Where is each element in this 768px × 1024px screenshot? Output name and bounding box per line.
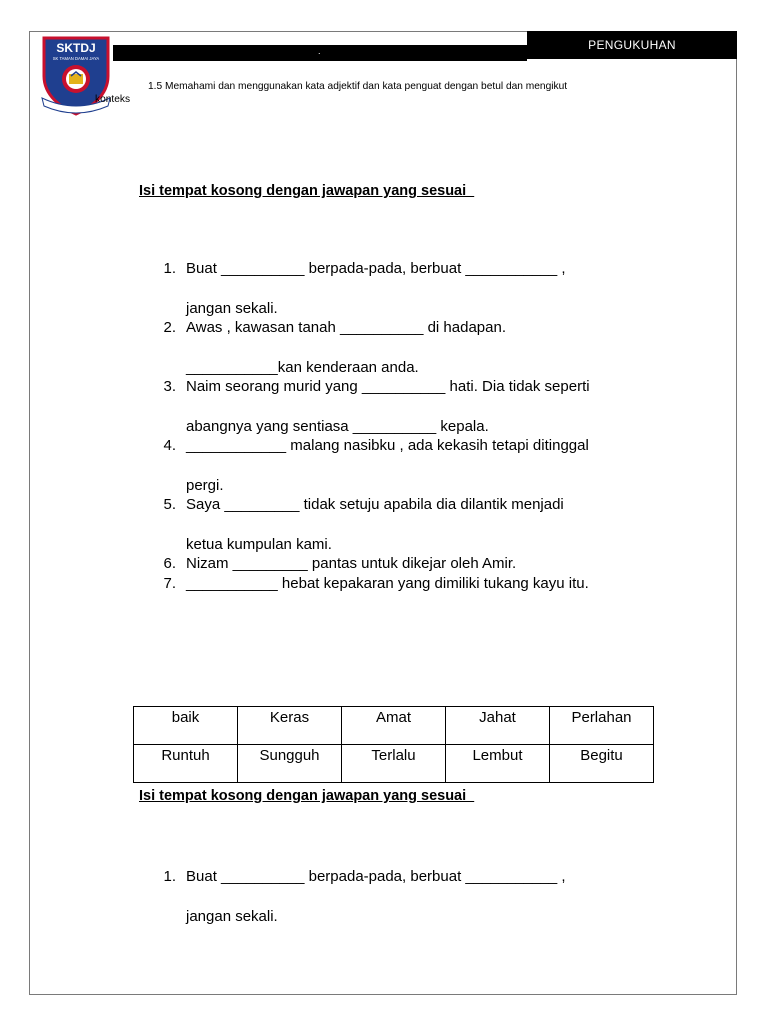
question-text: ____________ malang nasibku , ada kekasih tetapi ditinggal xyxy=(186,437,589,454)
word-cell: Lembut xyxy=(446,745,550,783)
question-text: Buat __________ berpada-pada, berbuat ___________ , xyxy=(186,868,566,885)
question-item xyxy=(150,377,710,436)
question-item xyxy=(150,867,710,926)
question-item xyxy=(150,259,710,318)
word-bank-table xyxy=(133,706,654,783)
word-cell: Terlalu xyxy=(342,745,446,783)
question-number: 1. xyxy=(163,260,176,277)
section-title-2: Isi tempat kosong dengan jawapan yang sesuai xyxy=(139,788,475,804)
question-text-cont: jangan sekali. xyxy=(186,907,278,925)
word-cell: Jahat xyxy=(446,707,550,745)
section-title: Isi tempat kosong dengan jawapan yang sesuai xyxy=(139,183,475,199)
learning-objective: 1.5 Memahami dan menggunakan kata adjektif dan kata penguat dengan betul dan mengikut xyxy=(148,81,568,92)
word-cell: Runtuh xyxy=(134,745,238,783)
question-item xyxy=(150,318,710,377)
word-cell: Perlahan xyxy=(550,707,654,745)
question-list-2 xyxy=(150,867,710,926)
question-text: Saya _________ tidak setuju apabila dia dilantik menjadi xyxy=(186,496,564,513)
question-text: Awas , kawasan tanah __________ di hadapan. xyxy=(186,319,506,336)
question-text-cont: ___________kan kenderaan anda. xyxy=(186,358,419,376)
header-bar-dot: . xyxy=(318,46,321,56)
word-cell: Begitu xyxy=(550,745,654,783)
table-row xyxy=(134,707,654,745)
question-number: 2. xyxy=(163,319,176,336)
question-number: 7. xyxy=(163,574,176,592)
question-text: Buat __________ berpada-pada, berbuat ___________ , xyxy=(186,260,566,277)
question-text: ___________ hebat kepakaran yang dimiliki tukang kayu itu. xyxy=(186,574,589,592)
question-text-cont: jangan sekali. xyxy=(186,299,278,317)
word-cell: Sungguh xyxy=(238,745,342,783)
word-cell: Keras xyxy=(238,707,342,745)
question-text: Naim seorang murid yang __________ hati. Dia tidak seperti xyxy=(186,378,590,395)
question-number: 3. xyxy=(163,378,176,395)
question-number: 5. xyxy=(163,496,176,513)
topic-tag: PENGUKUHAN xyxy=(527,31,737,59)
word-cell: baik xyxy=(134,707,238,745)
question-text-cont: pergi. xyxy=(186,476,224,494)
table-row xyxy=(134,745,654,783)
question-list xyxy=(150,259,710,593)
logo-subtext: SK TAMAN DAMAI JAYA xyxy=(52,56,100,61)
question-number: 1. xyxy=(163,868,176,885)
question-item xyxy=(150,495,710,554)
logo-text: SKTDJ xyxy=(56,41,96,55)
word-cell: Amat xyxy=(342,707,446,745)
question-number: 4. xyxy=(163,437,176,454)
question-text: Nizam _________ pantas untuk dikejar oleh Amir. xyxy=(186,555,517,572)
question-item xyxy=(150,554,710,574)
question-item xyxy=(150,574,710,594)
question-text-cont: ketua kumpulan kami. xyxy=(186,535,332,553)
question-item xyxy=(150,436,710,495)
learning-objective-cont: konteks xyxy=(95,94,131,105)
question-text-cont: abangnya yang sentiasa __________ kepala. xyxy=(186,417,489,435)
question-number: 6. xyxy=(163,555,176,572)
